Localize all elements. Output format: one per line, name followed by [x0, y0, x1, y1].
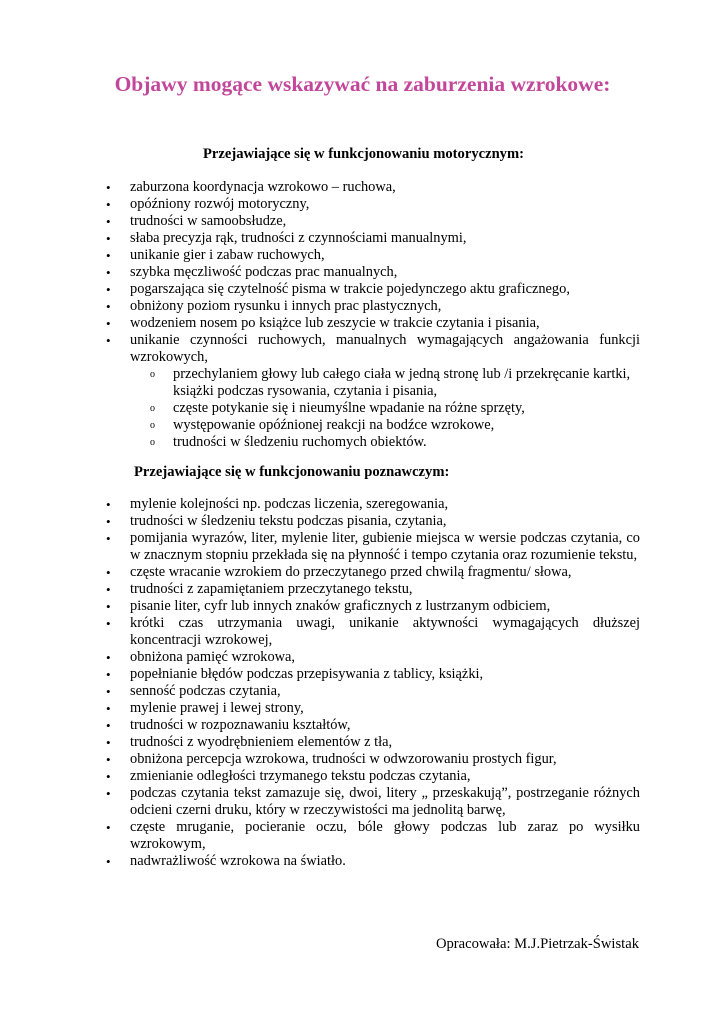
cognitive-symptoms-list — [0, 496, 640, 870]
list-item — [0, 281, 640, 298]
sub-list-item — [0, 434, 640, 451]
circle-bullet-icon: o — [150, 403, 155, 414]
list-item-text: częste mruganie, pocieranie oczu, bóle głowy podczas lub zaraz po wysiłku wzrokowym, — [130, 819, 640, 852]
list-item-text: trudności z zapamiętaniem przeczytanego tekstu, — [130, 581, 413, 597]
list-item — [0, 683, 640, 700]
list-item-text: zmienianie odległości trzymanego tekstu podczas czytania, — [130, 768, 471, 784]
bullet-icon: • — [106, 265, 111, 280]
sub-list-item-text: trudności w śledzeniu ruchomych obiektów. — [173, 434, 427, 450]
author-credit: Opracowała: M.J.Pietrzak-Świstak — [435, 936, 639, 952]
list-item — [0, 853, 640, 870]
sub-list-item — [0, 366, 640, 400]
list-item — [0, 734, 640, 751]
list-item — [0, 530, 640, 564]
motor-symptoms-list — [0, 179, 640, 451]
list-item — [0, 230, 640, 247]
bullet-icon: • — [106, 316, 111, 331]
bullet-icon: • — [106, 752, 111, 767]
list-item — [0, 819, 640, 853]
list-item — [0, 196, 640, 213]
bullet-icon: • — [106, 667, 111, 682]
bullet-icon: • — [106, 735, 111, 750]
bullet-icon: • — [106, 684, 111, 699]
sub-list-item — [0, 417, 640, 434]
list-item-text: obniżona pamięć wzrokowa, — [130, 649, 296, 665]
bullet-icon: • — [106, 786, 111, 801]
document-title: Objawy mogące wskazywać na zaburzenia wzrokowe: — [114, 72, 611, 96]
list-item-text: pomijania wyrazów, liter, mylenie liter, gubienie miejsca w wersie podczas czytania, co w znacznym stopniu przekłada się na płynność i tempo czytania oraz rozumienie tekstu, — [130, 530, 640, 563]
list-item-text: trudności w śledzeniu tekstu podczas pisania, czytania, — [130, 513, 447, 529]
list-item-text: mylenie prawej i lewej strony, — [130, 700, 304, 716]
bullet-icon: • — [106, 616, 111, 631]
bullet-icon: • — [106, 650, 111, 665]
sub-list-item-text: częste potykanie się i nieumyślne wpadanie na różne sprzęty, — [173, 400, 525, 416]
list-item-text: nadwrażliwość wzrokowa na światło. — [130, 853, 346, 869]
circle-bullet-icon: o — [150, 437, 155, 448]
list-item — [0, 785, 640, 819]
bullet-icon: • — [106, 718, 111, 733]
list-item-text: mylenie kolejności np. podczas liczenia, szeregowania, — [130, 496, 449, 512]
sub-list-item — [0, 400, 640, 417]
list-item-text: unikanie czynności ruchowych, manualnych wymagających angażowania funkcji wzrokowych, — [130, 332, 640, 365]
list-item — [0, 615, 640, 649]
sub-list-item-text: przechylaniem głowy lub całego ciała w jedną stronę lub /i przekręcanie kartki, książki podczas rysowania, czytania i pisania, — [173, 366, 631, 399]
list-item — [0, 179, 640, 196]
list-item — [0, 700, 640, 717]
list-item — [0, 213, 640, 230]
bullet-icon: • — [106, 599, 111, 614]
bullet-icon: • — [106, 231, 111, 246]
sub-list — [0, 366, 640, 451]
list-item-text: trudności z wyodrębnieniem elementów z tła, — [130, 734, 393, 750]
list-item-text: wodzeniem nosem po książce lub zeszycie w trakcie czytania i pisania, — [130, 315, 540, 331]
list-item-text: częste wracanie wzrokiem do przeczytanego przed chwilą fragmentu/ słowa, — [130, 564, 572, 580]
bullet-icon: • — [106, 820, 111, 835]
list-item — [0, 315, 640, 332]
list-item-text: pogarszająca się czytelność pisma w trakcie pojedynczego aktu graficznego, — [130, 281, 570, 297]
list-item — [0, 581, 640, 598]
bullet-icon: • — [106, 248, 111, 263]
list-item — [0, 751, 640, 768]
list-item — [0, 666, 640, 683]
list-item-text: opóźniony rozwój motoryczny, — [130, 196, 310, 212]
list-item-text: pisanie liter, cyfr lub innych znaków graficznych z lustrzanym odbiciem, — [130, 598, 551, 614]
list-item-text: zaburzona koordynacja wzrokowo – ruchowa, — [130, 179, 396, 195]
bullet-icon: • — [106, 701, 111, 716]
list-item-text: unikanie gier i zabaw ruchowych, — [130, 247, 325, 263]
list-item — [0, 717, 640, 734]
list-item — [0, 496, 640, 513]
list-item — [0, 513, 640, 530]
section-heading-motor: Przejawiające się w funkcjonowaniu motorycznym: — [203, 146, 524, 162]
bullet-icon: • — [106, 299, 111, 314]
bullet-icon: • — [106, 180, 111, 195]
circle-bullet-icon: o — [150, 369, 155, 380]
list-item-text: szybka męczliwość podczas prac manualnych, — [130, 264, 398, 280]
bullet-icon: • — [106, 514, 111, 529]
list-item-text: trudności w samoobsłudze, — [130, 213, 287, 229]
bullet-icon: • — [106, 531, 111, 546]
bullet-icon: • — [106, 197, 111, 212]
list-item — [0, 649, 640, 666]
bullet-icon: • — [106, 854, 111, 869]
bullet-icon: • — [106, 497, 111, 512]
list-item — [0, 598, 640, 615]
list-item — [0, 332, 640, 451]
list-item-text: obniżony poziom rysunku i innych prac plastycznych, — [130, 298, 442, 314]
list-item — [0, 564, 640, 581]
list-item-text: słaba precyzja rąk, trudności z czynnościami manualnymi, — [130, 230, 467, 246]
bullet-icon: • — [106, 769, 111, 784]
bullet-icon: • — [106, 214, 111, 229]
list-item — [0, 768, 640, 785]
list-item — [0, 264, 640, 281]
sub-list-item-text: występowanie opóźnionej reakcji na bodźce wzrokowe, — [173, 417, 495, 433]
bullet-icon: • — [106, 582, 111, 597]
bullet-icon: • — [106, 282, 111, 297]
bullet-icon: • — [106, 333, 111, 348]
list-item-text: podczas czytania tekst zamazuje się, dwoi, litery „ przeskakują”, postrzeganie różnych odcieni czerni druku, który w rzeczywistości ma jednolitą barwę, — [130, 785, 640, 818]
list-item-text: senność podczas czytania, — [130, 683, 281, 699]
list-item-text: krótki czas utrzymania uwagi, unikanie aktywności wymagających dłuższej koncentracji wzrokowej, — [130, 615, 640, 648]
list-item — [0, 298, 640, 315]
list-item-text: obniżona percepcja wzrokowa, trudności w odwzorowaniu prostych figur, — [130, 751, 557, 767]
circle-bullet-icon: o — [150, 420, 155, 431]
list-item-text: popełnianie błędów podczas przepisywania z tablicy, książki, — [130, 666, 484, 682]
list-item-text: trudności w rozpoznawaniu kształtów, — [130, 717, 351, 733]
bullet-icon: • — [106, 565, 111, 580]
list-item — [0, 247, 640, 264]
section-heading-cognitive: Przejawiające się w funkcjonowaniu poznawczym: — [134, 464, 450, 480]
